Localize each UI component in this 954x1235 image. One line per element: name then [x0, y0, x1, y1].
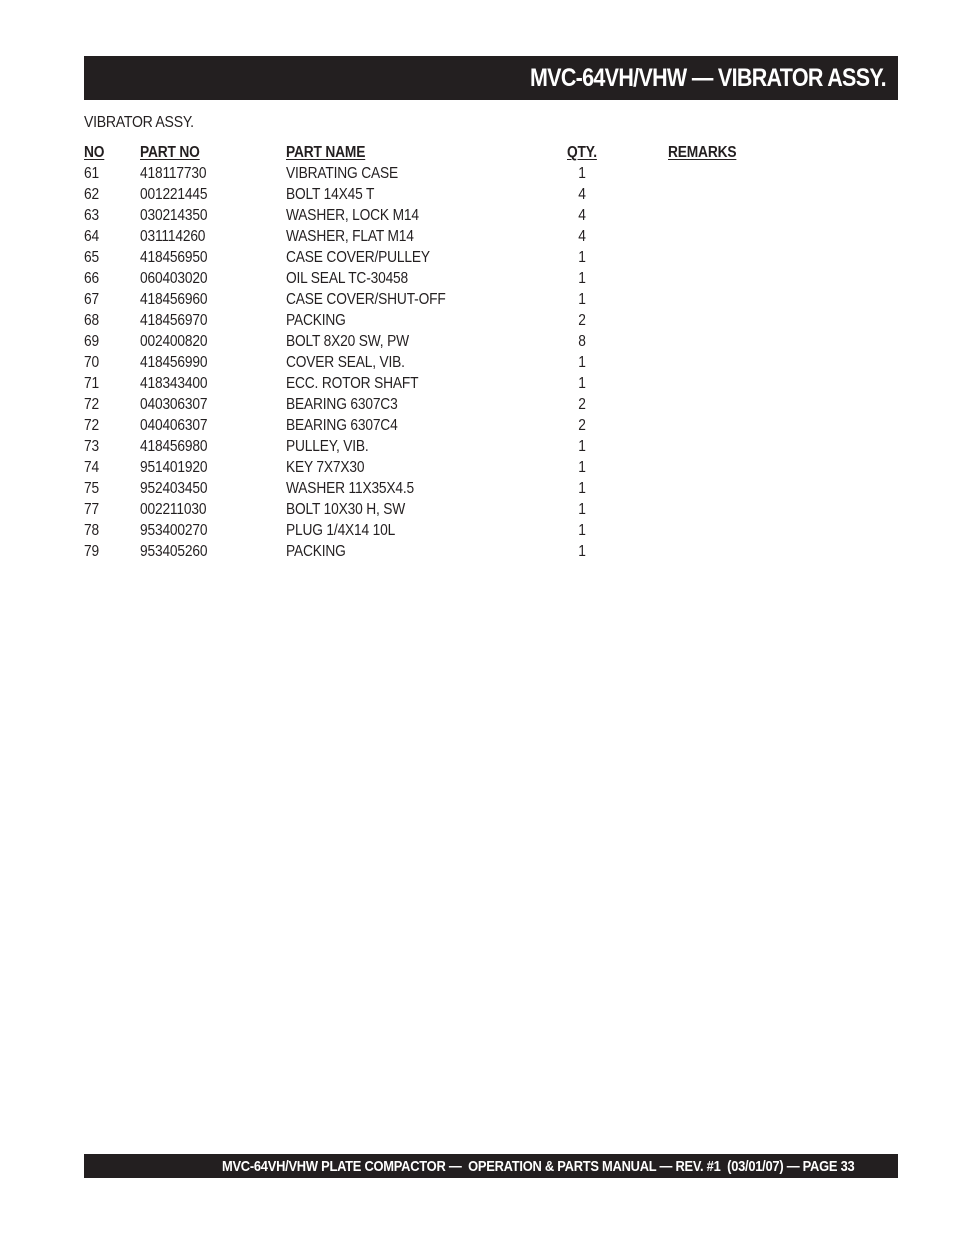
- table-row: [84, 205, 784, 226]
- row-no: 72: [84, 417, 99, 434]
- table-row: [84, 394, 784, 415]
- column-header-remarks: REMARKS: [668, 144, 737, 161]
- row-part-no: 060403020: [140, 270, 208, 287]
- row-part-name: KEY 7X7X30: [286, 459, 365, 476]
- table-row: [84, 289, 784, 310]
- row-no: 73: [84, 438, 99, 455]
- row-part-name: PULLEY, VIB.: [286, 438, 369, 455]
- table-row: [84, 310, 784, 331]
- row-part-name: BEARING 6307C4: [286, 417, 398, 434]
- row-qty: 8: [578, 333, 586, 350]
- table-row: [84, 499, 784, 520]
- row-qty: 1: [578, 165, 586, 182]
- row-part-no: 418343400: [140, 375, 208, 392]
- row-no: 66: [84, 270, 99, 287]
- row-part-name: CASE COVER/SHUT-OFF: [286, 291, 446, 308]
- row-part-name: BOLT 14X45 T: [286, 186, 375, 203]
- row-qty: 1: [578, 501, 586, 518]
- row-no: 77: [84, 501, 99, 518]
- table-row: [84, 184, 784, 205]
- page-title-bar: [84, 56, 898, 100]
- row-no: 79: [84, 543, 99, 560]
- row-part-name: COVER SEAL, VIB.: [286, 354, 405, 371]
- row-qty: 2: [578, 396, 586, 413]
- column-header-qty: QTY.: [567, 144, 597, 161]
- row-part-no: 040306307: [140, 396, 208, 413]
- row-qty: 1: [578, 249, 586, 266]
- row-no: 61: [84, 165, 99, 182]
- row-part-no: 418456960: [140, 291, 208, 308]
- row-part-name: PACKING: [286, 312, 346, 329]
- row-part-no: 418456980: [140, 438, 208, 455]
- row-part-name: BOLT 8X20 SW, PW: [286, 333, 409, 350]
- row-part-no: 040406307: [140, 417, 208, 434]
- row-no: 78: [84, 522, 99, 539]
- table-body: [84, 163, 784, 562]
- row-part-no: 952403450: [140, 480, 208, 497]
- row-part-no: 002211030: [140, 501, 207, 518]
- row-part-no: 418456970: [140, 312, 208, 329]
- row-part-no: 418456990: [140, 354, 208, 371]
- row-part-no: 001221445: [140, 186, 208, 203]
- table-row: [84, 478, 784, 499]
- row-no: 63: [84, 207, 99, 224]
- column-header-no: NO: [84, 144, 105, 161]
- row-part-name: OIL SEAL TC-30458: [286, 270, 409, 287]
- row-part-name: WASHER, FLAT M14: [286, 228, 414, 245]
- row-no: 75: [84, 480, 99, 497]
- table-row: [84, 226, 784, 247]
- row-qty: 1: [578, 438, 586, 455]
- table-row: [84, 415, 784, 436]
- row-qty: 4: [578, 207, 586, 224]
- row-qty: 1: [578, 375, 586, 392]
- table-row: [84, 163, 784, 184]
- row-no: 74: [84, 459, 99, 476]
- row-part-no: 002400820: [140, 333, 208, 350]
- row-qty: 4: [578, 186, 586, 203]
- row-part-name: PACKING: [286, 543, 346, 560]
- row-part-name: ECC. ROTOR SHAFT: [286, 375, 419, 392]
- row-part-name: CASE COVER/PULLEY: [286, 249, 430, 266]
- row-qty: 1: [578, 270, 586, 287]
- table-row: [84, 352, 784, 373]
- row-qty: 1: [578, 354, 586, 371]
- table-row: [84, 541, 784, 562]
- section-label: VIBRATOR ASSY.: [84, 114, 194, 131]
- row-qty: 1: [578, 459, 586, 476]
- page-footer: MVC-64VH/VHW PLATE COMPACTOR — OPERATION & PARTS MANUAL — REV. #1 (03/01/07) — PAGE 33: [221, 1157, 854, 1175]
- row-no: 62: [84, 186, 99, 203]
- row-part-name: PLUG 1/4X14 10L: [286, 522, 396, 539]
- row-part-name: BOLT 10X30 H, SW: [286, 501, 406, 518]
- row-part-no: 951401920: [140, 459, 208, 476]
- row-qty: 1: [578, 543, 586, 560]
- table-row: [84, 520, 784, 541]
- parts-table: [84, 142, 784, 562]
- row-part-no: 953405260: [140, 543, 208, 560]
- table-header-row: [84, 142, 784, 163]
- table-row: [84, 331, 784, 352]
- row-qty: 1: [578, 480, 586, 497]
- page-title: MVC-64VH/VHW — VIBRATOR ASSY.: [530, 63, 886, 92]
- row-qty: 1: [578, 291, 586, 308]
- row-part-no: 953400270: [140, 522, 208, 539]
- row-no: 71: [84, 375, 99, 392]
- row-qty: 2: [578, 417, 586, 434]
- row-no: 65: [84, 249, 99, 266]
- row-part-no: 031114260: [140, 228, 206, 245]
- table-row: [84, 436, 784, 457]
- row-qty: 1: [578, 522, 586, 539]
- row-qty: 4: [578, 228, 586, 245]
- row-no: 67: [84, 291, 99, 308]
- row-qty: 2: [578, 312, 586, 329]
- row-part-no: 418456950: [140, 249, 208, 266]
- row-part-name: VIBRATING CASE: [286, 165, 399, 182]
- column-header-part-name: PART NAME: [286, 144, 366, 161]
- row-part-name: WASHER, LOCK M14: [286, 207, 419, 224]
- row-no: 64: [84, 228, 99, 245]
- row-no: 72: [84, 396, 99, 413]
- row-no: 68: [84, 312, 99, 329]
- table-row: [84, 373, 784, 394]
- row-part-name: WASHER 11X35X4.5: [286, 480, 415, 497]
- column-header-part-no: PART NO: [140, 144, 200, 161]
- table-row: [84, 457, 784, 478]
- table-row: [84, 247, 784, 268]
- table-row: [84, 268, 784, 289]
- row-no: 69: [84, 333, 99, 350]
- row-no: 70: [84, 354, 99, 371]
- page-footer-bar: [84, 1154, 898, 1178]
- row-part-no: 030214350: [140, 207, 208, 224]
- row-part-name: BEARING 6307C3: [286, 396, 398, 413]
- row-part-no: 418117730: [140, 165, 207, 182]
